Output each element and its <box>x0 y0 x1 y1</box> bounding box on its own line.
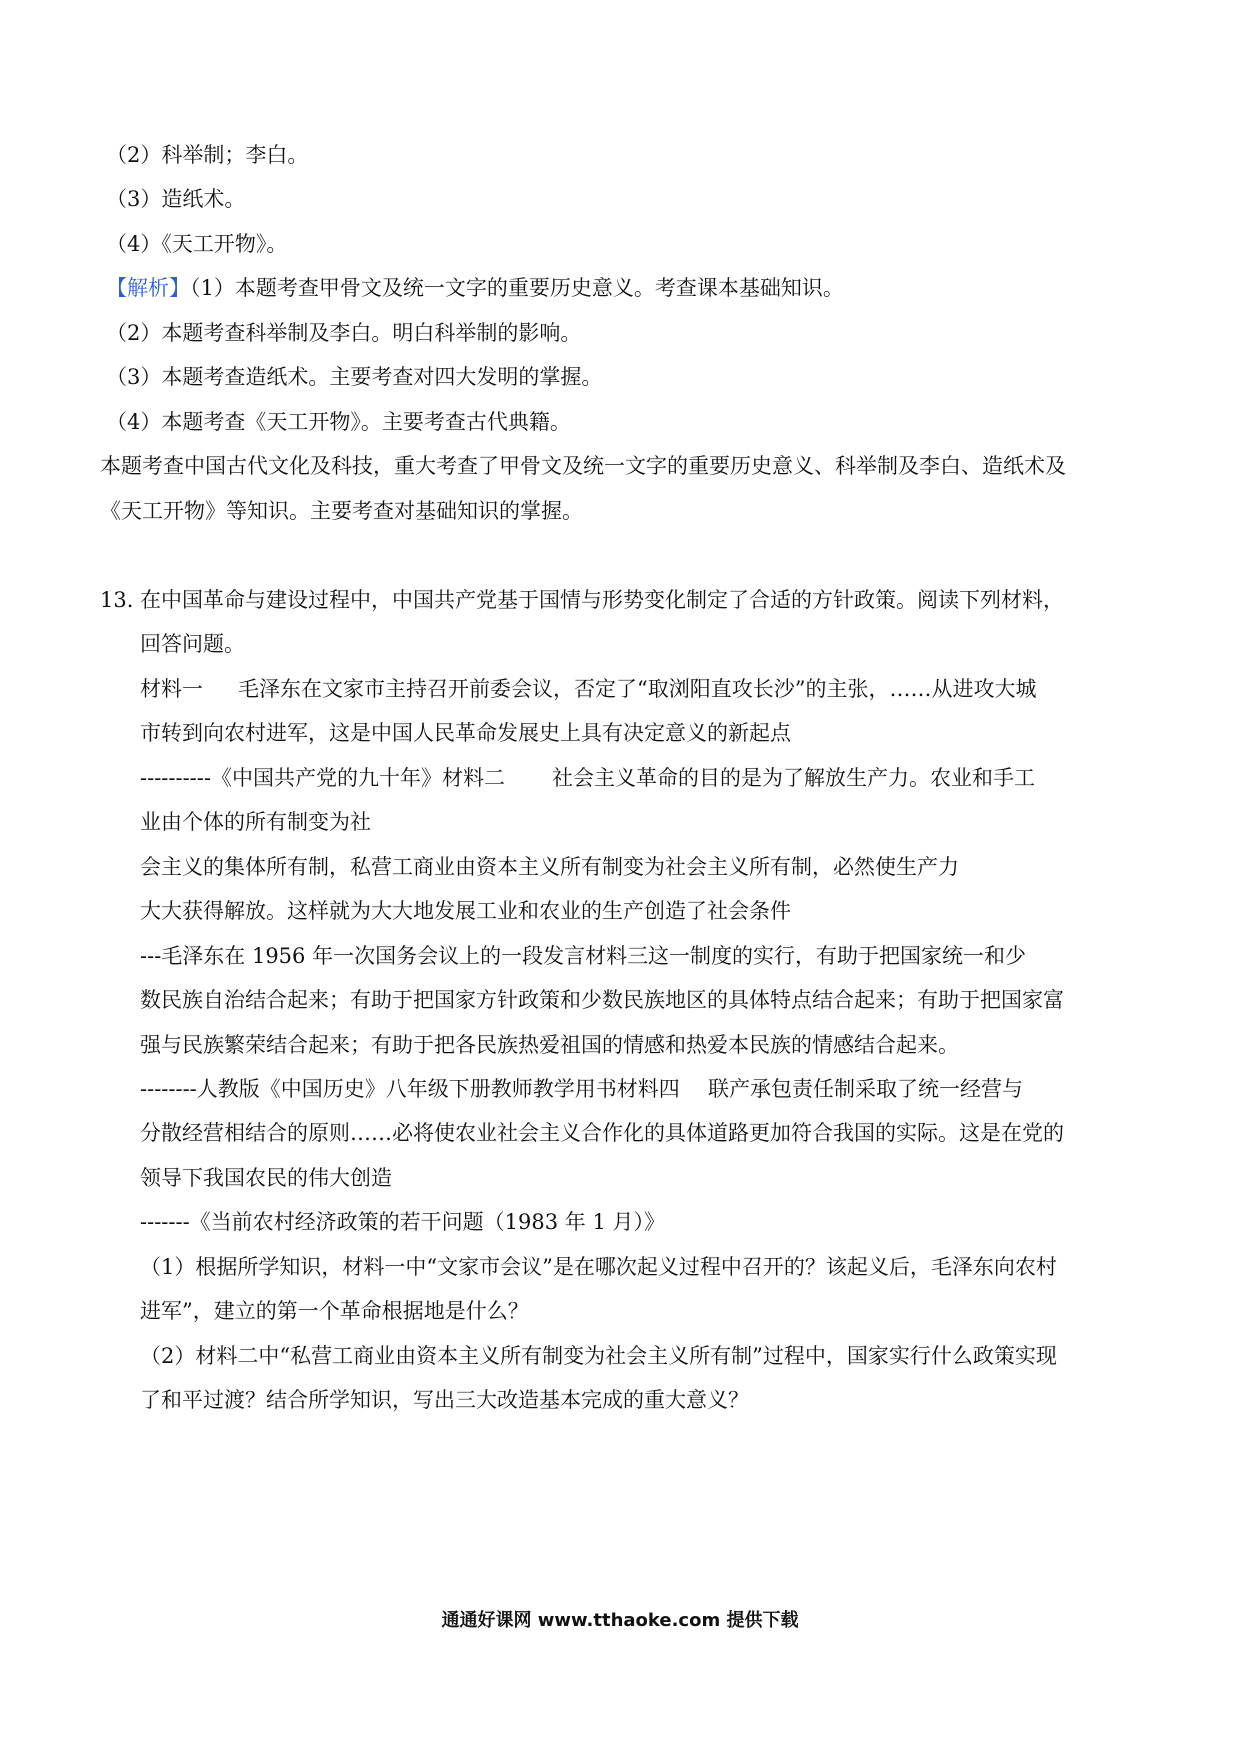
material-2-source: ---毛泽东在 1956 年一次国务会议上的一段发言材料三 <box>140 944 649 968</box>
material-2-line-1: 社会主义革命的目的是为了解放生产力。农业和手工 <box>552 766 1035 790</box>
analysis-point-4: （4）本题考查《天工开物》。主要考查古代典籍。 <box>106 410 571 434</box>
material-1-line-1: 毛泽东在文家市主持召开前委会议，否定了“取浏阳直攻长沙”的主张，……从进攻大城 <box>238 677 1037 701</box>
material-3-line-3: 强与民族繁荣结合起来；有助于把各民族热爱祖国的情感和热爱本民族的情感结合起来。 <box>140 1033 959 1057</box>
material-2-line-3: 会主义的集体所有制，私营工商业由资本主义所有制变为社会主义所有制，必然使生产力 <box>140 855 959 879</box>
material-1-source: ----------《中国共产党的九十年》材料二 <box>140 766 505 790</box>
analysis-tag: 【解析】 <box>106 276 190 300</box>
analysis-summary-1: 本题考查中国古代文化及科技，重大考查了甲骨文及统一文字的重要历史意义、科举制及李白、造纸术及 <box>100 454 1066 478</box>
answer-2: （2）科举制；李白。 <box>106 143 309 167</box>
question-stem-1: 在中国革命与建设过程中，中国共产党基于国情与形势变化制定了合适的方针政策。阅读下列材料， <box>140 588 1064 612</box>
analysis-point-2: （2）本题考查科举制及李白。明白科举制的影响。 <box>106 321 582 345</box>
sub-question-1-line-1: （1）根据所学知识，材料一中“文家市会议”是在哪次起义过程中召开的？该起义后，毛泽东向农村 <box>140 1255 1057 1279</box>
material-3-line-2: 数民族自治结合起来；有助于把国家方针政策和少数民族地区的具体特点结合起来；有助于把国家富 <box>140 988 1064 1012</box>
material-3-source: --------人教版《中国历史》八年级下册教师教学用书材料四 <box>140 1077 680 1101</box>
material-3-line-1: 这一制度的实行，有助于把国家统一和少 <box>648 944 1026 968</box>
material-2-line-4: 大大获得解放。这样就为大大地发展工业和农业的生产创造了社会条件 <box>140 899 791 923</box>
material-4-source: -------《当前农村经济政策的若干问题（1983 年 1 月）》 <box>140 1210 665 1234</box>
analysis-summary-2: 《天工开物》等知识。主要考查对基础知识的掌握。 <box>100 499 583 523</box>
analysis-line-1 <box>106 273 844 303</box>
analysis-point-1: （1）本题考查甲骨文及统一文字的重要历史意义。考查课本基础知识。 <box>190 276 844 300</box>
question-number: 13. <box>100 588 134 612</box>
material-2-line-2: 业由个体的所有制变为社 <box>140 810 371 834</box>
material-4-line-2: 分散经营相结合的原则……必将使农业社会主义合作化的具体道路更加符合我国的实际。这是在党的 <box>140 1121 1064 1145</box>
sub-question-1-line-2: 进军”，建立的第一个革命根据地是什么？ <box>140 1299 529 1323</box>
question-stem-2: 回答问题。 <box>140 632 245 656</box>
material-4-line-1: 联产承包责任制采取了统一经营与 <box>708 1077 1023 1101</box>
material-4-line-3: 领导下我国农民的伟大创造 <box>140 1166 392 1190</box>
material-1-line-2: 市转到向农村进军，这是中国人民革命发展史上具有决定意义的新起点 <box>140 721 791 745</box>
answer-4: （4）《天工开物》。 <box>106 232 288 256</box>
page-footer: 通通好课网 www.tthaoke.com 提供下载 <box>441 1610 799 1631</box>
answer-3: （3）造纸术。 <box>106 187 246 211</box>
sub-question-2-line-1: （2）材料二中“私营工商业由资本主义所有制变为社会主义所有制”过程中，国家实行什么政策实现 <box>140 1344 1057 1368</box>
sub-question-2-line-2: 了和平过渡？结合所学知识，写出三大改造基本完成的重大意义？ <box>140 1388 749 1412</box>
analysis-point-3: （3）本题考查造纸术。主要考查对四大发明的掌握。 <box>106 365 603 389</box>
material-1-label: 材料一 <box>140 677 203 701</box>
